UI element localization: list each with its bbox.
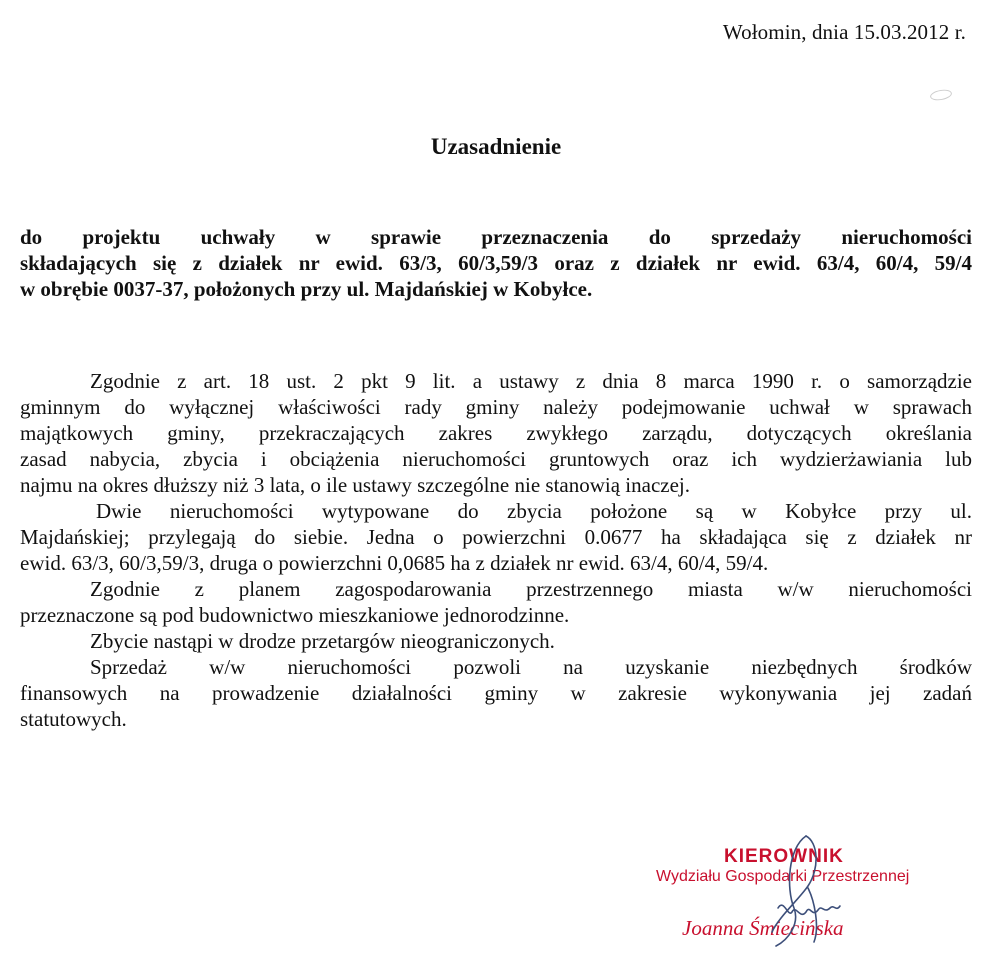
subject-line: do projektu uchwały w sprawie przeznaczenia do sprzedaży nieruchomości xyxy=(20,225,972,249)
subject-line: w obrębie 0037-37, położonych przy ul. Majdańskiej w Kobyłce. xyxy=(20,277,593,301)
paragraph-line: Zgodnie z planem zagospodarowania przestrzennego miasta w/w nieruchomości xyxy=(90,577,972,601)
justification-body xyxy=(20,368,972,732)
paragraph-line: Zgodnie z art. 18 ust. 2 pkt 9 lit. a ustawy z dnia 8 marca 1990 r. o samorządzie xyxy=(90,369,972,393)
handwritten-signature xyxy=(748,828,858,953)
paragraph-line: ewid. 63/3, 60/3,59/3, druga o powierzchni 0,0685 ha z działek nr ewid. 63/4, 60/4, 59/4. xyxy=(20,551,769,575)
scan-artifact xyxy=(929,88,952,102)
paragraph-line: przeznaczone są pod budownictwo mieszkaniowe jednorodzinne. xyxy=(20,603,570,627)
stamp-title: KIEROWNIK xyxy=(724,846,844,867)
subject-heading xyxy=(20,224,972,302)
paragraph-line: Majdańskiej; przylegają do siebie. Jedna o powierzchni 0.0677 ha składająca się z działek nr xyxy=(20,525,972,549)
paragraph-properties xyxy=(20,498,972,576)
paragraph-tender xyxy=(20,628,972,654)
paragraph-line: Zbycie nastąpi w drodze przetargów nieograniczonych. xyxy=(90,629,555,653)
stamp-name: Joanna Śmiecińska xyxy=(682,916,844,940)
subject-line: składających się z działek nr ewid. 63/3, 60/3,59/3 oraz z działek nr ewid. 63/4, 60/4, 59/4 xyxy=(20,251,972,275)
paragraph-line: Dwie nieruchomości wytypowane do zbycia położone są w Kobyłce przy ul. xyxy=(96,499,972,523)
paragraph-zoning-plan xyxy=(20,576,972,628)
paragraph-line: zasad nabycia, zbycia i obciążenia nieruchomości gruntowych oraz ich wydzierżawiania lub xyxy=(20,447,972,471)
stamp-department: Wydziału Gospodarki Przestrzennej xyxy=(656,868,910,885)
paragraph-funding xyxy=(20,654,972,732)
paragraph-line: gminnym do wyłącznej właściwości rady gminy należy podejmowanie uchwał w sprawach xyxy=(20,395,972,419)
paragraph-line: najmu na okres dłuższy niż 3 lata, o ile ustawy szczególne nie stanowią inaczej. xyxy=(20,473,691,497)
date-line: Wołomin, dnia 15.03.2012 r. xyxy=(722,20,966,44)
paragraph-legal-basis xyxy=(20,368,972,498)
paragraph-line: majątkowych gminy, przekraczających zakres zwykłego zarządu, dotyczących określania xyxy=(20,421,972,445)
paragraph-line: finansowych na prowadzenie działalności gminy w zakresie wykonywania jej zadań xyxy=(20,681,972,705)
document-title: Uzasadnienie xyxy=(430,134,562,159)
paragraph-line: Sprzedaż w/w nieruchomości pozwoli na uzyskanie niezbędnych środków xyxy=(90,655,972,679)
paragraph-line: statutowych. xyxy=(20,707,127,731)
